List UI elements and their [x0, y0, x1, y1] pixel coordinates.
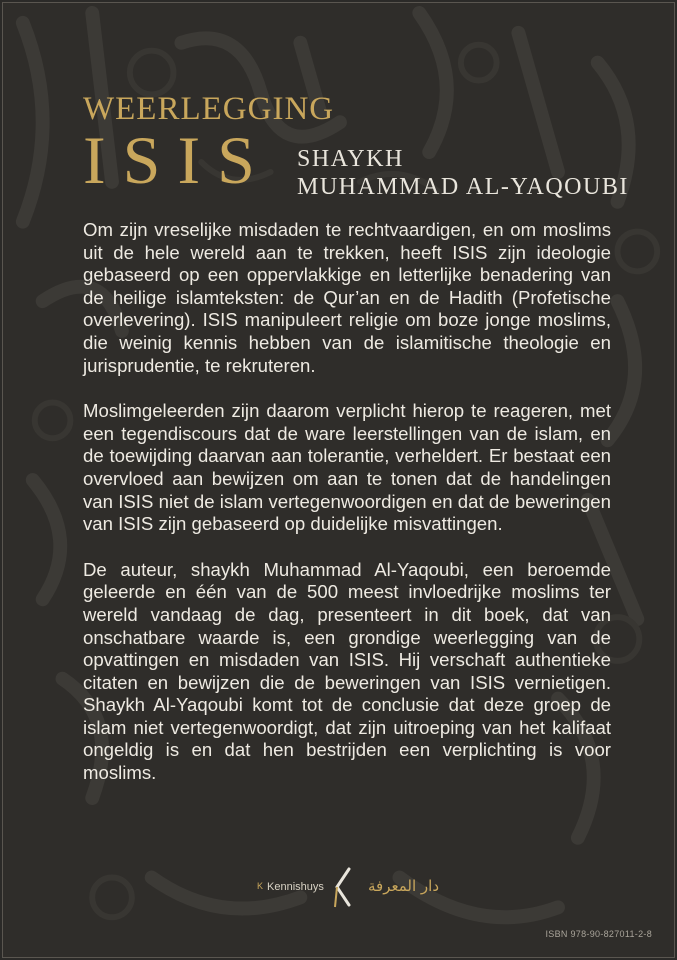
- paragraph-3: De auteur, shaykh Muhammad Al-Yaqoubi, een beroemde geleerde en één van de 500 meest invloedrijke moslims ter wereld vandaag de dag, presenteert in dit boek, dat van onschatbare waarde is, een grondige weerlegging van de opvattingen en misdaden van ISIS. Hij verschaft authentieke citaten en bewijzen die de beweringen van ISIS vernietigen. Shaykh Al-Yaqoubi komt tot de conclusie dat deze groep de islam niet vertegenwoordigt, dat zijn uitroeping van het kalifaat ongeldig is en dat hen bestrijden een verplichting is voor moslims.: [83, 558, 611, 784]
- paragraph-1: Om zijn vreselijke misdaden te rechtvaardigen, en om moslims uit de hele wereld aan te trekken, heeft ISIS zijn ideologie gebaseerd op een oppervlakkige en letterlijke benadering van de heilige islamteksten: de Qur’an en de Hadith (Profetische overlevering). ISIS manipuleert religie om boze jonge moslims, die weinig kennis hebben van de islamitische theologie en jurisprudentie, te rekruteren.: [83, 219, 611, 376]
- title-line-1: WEERLEGGING: [83, 91, 335, 127]
- publisher-name: Kennishuys: [267, 881, 324, 893]
- author-block: [297, 145, 629, 201]
- publisher-mark: K: [257, 881, 264, 891]
- author-line-2: MUHAMMAD AL-YAQOUBI: [297, 174, 629, 200]
- arabic-publisher-logo: دار المعرفة: [368, 877, 439, 895]
- publisher-footer: [3, 855, 674, 915]
- isbn-label: ISBN 978-90-827011-2-8: [545, 929, 652, 939]
- blurb-text: [83, 219, 611, 808]
- paragraph-2: Moslimgeleerden zijn daarom verplicht hierop te reageren, met een tegendiscours dat de ware leerstellingen van de islam, en de toewijding daarvan aan tolerantie, verheldert. Er bestaat een overvloed aan bewijzen om aan te tonen dat de handelingen van ISIS niet de islam vertegenwoordigen en dat de beweringen van ISIS zijn gebaseerd op duidelijke misvattingen.: [83, 400, 611, 535]
- book-back-cover: [2, 2, 675, 958]
- title-line-2: ISIS: [83, 122, 272, 198]
- publisher-bracket-icon: [331, 867, 355, 913]
- kennishuys-logo: [257, 881, 324, 893]
- author-line-1: SHAYKH: [297, 146, 404, 172]
